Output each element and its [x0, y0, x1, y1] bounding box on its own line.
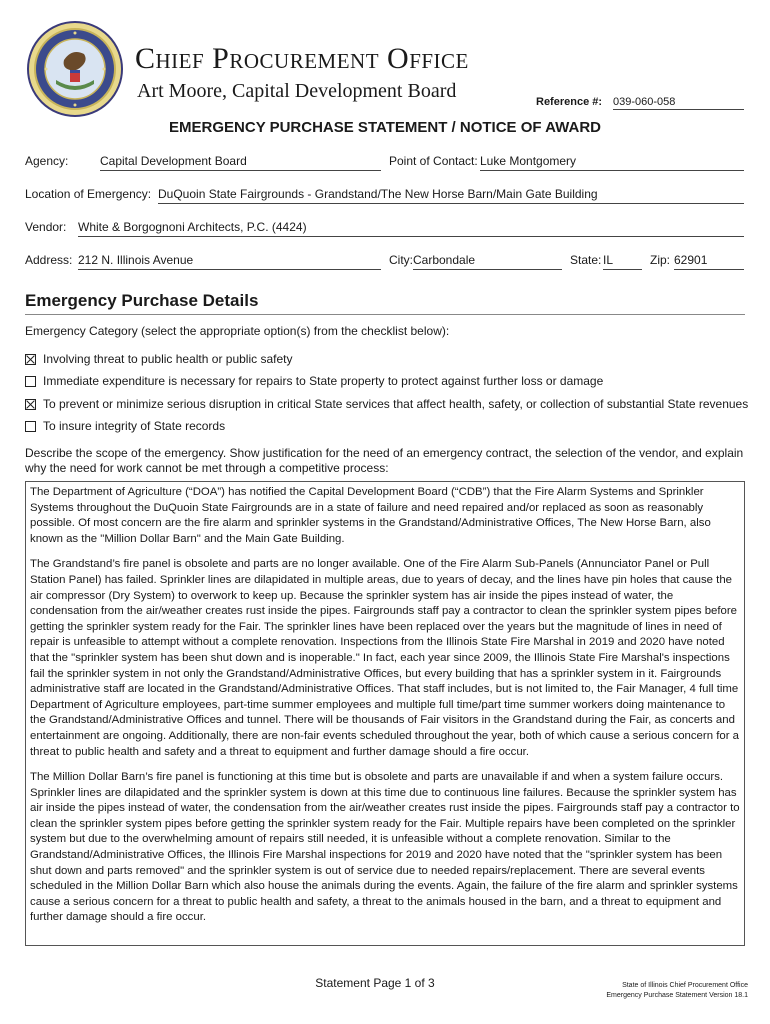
section-heading: Emergency Purchase Details — [25, 291, 259, 310]
agency-field[interactable]: Capital Development Board — [100, 154, 381, 171]
scope-textarea[interactable] — [25, 481, 745, 946]
location-label: Location of Emergency: — [25, 187, 152, 201]
zip-label: Zip: — [650, 253, 671, 267]
checkbox-unchecked[interactable] — [25, 421, 36, 432]
page-number: Statement Page 1 of 3 — [315, 976, 435, 990]
checkbox-checked[interactable] — [25, 354, 36, 365]
state-label: State: — [570, 253, 602, 267]
category-label: To prevent or minimize serious disruption in critical State services that affect health, safety, or collection of substantial State revenues — [43, 397, 749, 411]
scope-paragraph: The Grandstand’s fire panel is obsolete and parts are no longer available. One of the Fire Alarm Sub-Panels (Annunciator Panel or Pull Station Panel) has failed. Sprinkler lines are dilapidated in multiple areas, due to years of decay, and the lines have pin holes that cause the air compressor (Dry System) to overwork to keep up. Because the sprinkler system has air inside the pipes instead of water, the condensation from the air/weather creates rust inside the pipes. Fairgrounds staff pay a contractor to clean the sprinkler system pipes before getting the sprinkler system ready for the Fair. The sprinkler lines have been replaced over the years but the magnitude of lines in need of repair is unfeasible to attempt without a complete renovation. Inspections from the Illinois State Fire Marshal in 2019 and 2020 have noted that the "sprinkler system has been shut down and is inoperable." In fact, each year since 2009, the Illinois State Fire Marshal's inspections fail the sprinkler system in not only the Grandstand/Administrative Offices, but every building that has a sprinkler system in it. Fairgrounds administrative staff are located in the Grandstand/Administrative Offices. That staff includes, but is not limited to, the Fair Manager, 4 full time Department of Agriculture employees, part-time summer employees and multiple full time/part time summer workers doing maintenance to the Grandstand/Administrative Offices and tunnel. There will be thousands of Fair visitors in the Grandstand during the Fair, as concerts and entertainment are ongoing. Additionally, there are non-fair events scheduled throughout the year, both of which cause a serious concern for a threat to public health and safety and a threat to equipment and further damage should a fire occur. — [30, 558, 739, 758]
footer-line: Emergency Purchase Statement Version 18.1 — [606, 992, 748, 999]
document-title: EMERGENCY PURCHASE STATEMENT / NOTICE OF AWARD — [169, 119, 601, 136]
state-seal-logo — [26, 20, 124, 118]
scope-paragraph: The Million Dollar Barn’s fire panel is functioning at this time but is obsolete and parts are unavailable if and when a system failure occurs. Sprinkler lines are dilapidated and the sprinkler system is down at this time due to continuous line failures. Because the sprinkler system has air inside the pipes instead of water, the condensation from the air/weather creates rust inside the pipes. Fairgrounds staff pay a contractor to clean the sprinkler system pipes before getting the sprinkler system ready for the Fair. Multiple repairs have been completed on the sprinkler system but due to the overwhelming amount of repairs still needed, it is unfeasible without a complete renovation. Similar to the Grandstand/Administrative Offices, the Illinois Fire Marshal inspections for 2019 and 2020 have noted that the "sprinkler system has been shut down and parts removed" and the sprinkler system is out of service due to needed repairs/replacement. There are several events scheduled in the Million Dollar Barn which also house the animals during the events. Again, the failure of the fire alarm and sprinkler systems cause a serious concern for a threat to public health and safety, a threat to the animals housed in the barn, and a threat to equipment and further damage should a fire occur. — [30, 771, 740, 924]
city-field[interactable]: Carbondale — [413, 253, 562, 270]
reference-label: Reference #: — [536, 96, 603, 108]
category-option — [25, 397, 748, 411]
agency-label: Agency: — [25, 154, 69, 168]
vendor-label: Vendor: — [25, 220, 67, 234]
contact-label: Point of Contact: — [389, 154, 478, 168]
section-divider — [25, 314, 745, 315]
location-field[interactable]: DuQuoin State Fairgrounds - Grandstand/The New Horse Barn/Main Gate Building — [158, 187, 744, 204]
contact-field[interactable]: Luke Montgomery — [480, 154, 744, 171]
category-label: Immediate expenditure is necessary for repairs to State property to protect against further loss or damage — [43, 374, 604, 388]
state-field[interactable]: IL — [603, 253, 642, 270]
city-label: City: — [389, 253, 413, 267]
address-field[interactable]: 212 N. Illinois Avenue — [78, 253, 381, 270]
category-option — [25, 374, 603, 388]
checkbox-unchecked[interactable] — [25, 376, 36, 387]
category-option — [25, 419, 225, 433]
scope-prompt: Describe the scope of the emergency. Show justification for the need of an emergency contract, the selection of the vendor, and explain why the need for work cannot be met through a competitive process: — [25, 446, 744, 475]
category-intro: Emergency Category (select the appropriate option(s) from the checklist below): — [25, 324, 450, 338]
category-label: Involving threat to public health or public safety — [43, 352, 293, 366]
reference-field[interactable]: 039-060-058 — [613, 96, 744, 110]
checkbox-checked[interactable] — [25, 399, 36, 410]
org-subtitle: Art Moore, Capital Development Board — [137, 80, 457, 102]
org-title: Chief Procurement Office — [135, 42, 469, 75]
vendor-field[interactable]: White & Borgognoni Architects, P.C. (4424) — [78, 220, 744, 237]
scope-paragraph: The Department of Agriculture (“DOA”) has notified the Capital Development Board (“CDB”) that the Fire Alarm Systems and Sprinkler Systems throughout the DuQuoin State Fairgrounds are in a state of failure and need repaired and/or replaced as soon as reasonably possible. Of most concern are the fire alarm and sprinkler systems in the Grandstand/Administrative Offices, The New Horse Barn, also known as the "Million Dollar Barn" and the Main Gate Building. — [30, 486, 711, 545]
category-option — [25, 352, 292, 366]
category-label: To insure integrity of State records — [43, 419, 226, 433]
zip-field[interactable]: 62901 — [674, 253, 744, 270]
footer-line: State of Illinois Chief Procurement Office — [622, 982, 748, 989]
footer-version — [560, 981, 748, 1001]
address-label: Address: — [25, 253, 73, 267]
